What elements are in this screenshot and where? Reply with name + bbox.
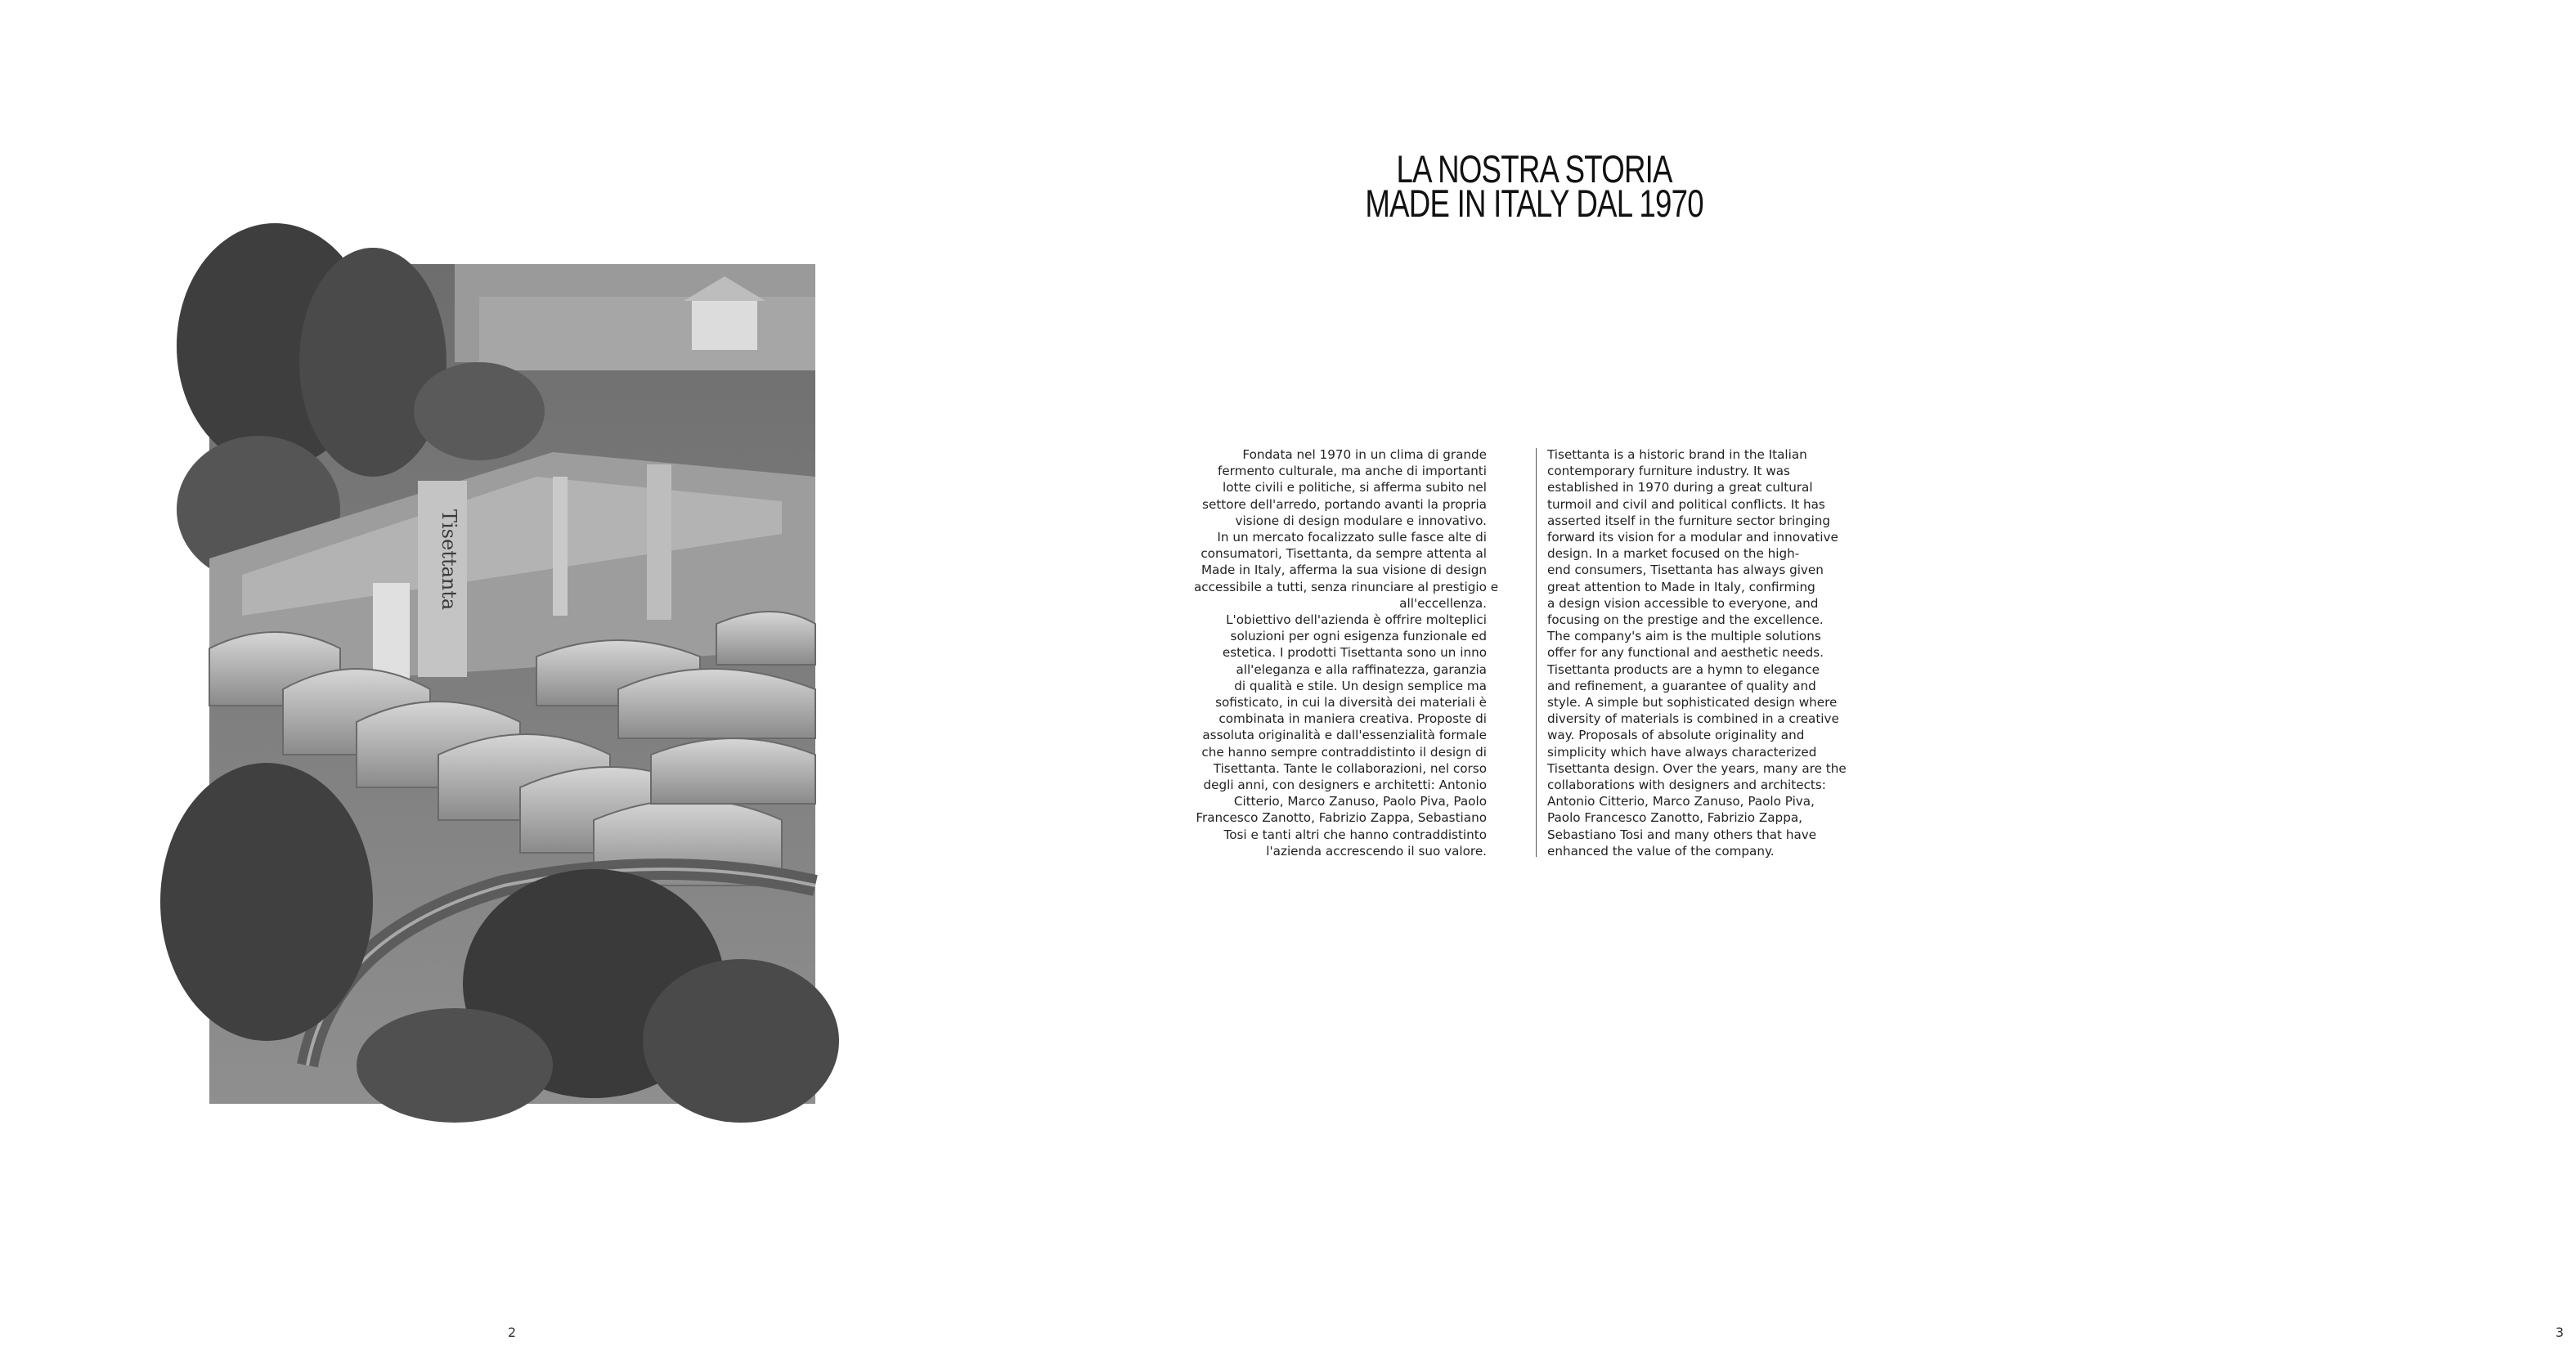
text-line: way. Proposals of absolute originality and (1547, 728, 1805, 743)
text-line: Paolo Francesco Zanotto, Fabrizio Zappa, (1547, 810, 1802, 826)
page-number-left: 2 (507, 1325, 517, 1340)
text-line: Tisettanta design. Over the years, many are the (1547, 760, 1847, 776)
text-line: lotte civili e politiche, si afferma subito nel (1223, 480, 1487, 495)
title-line-1: LA NOSTRA STORIA (1396, 147, 1672, 191)
text-line: che hanno sempre contraddistinto il design di (1201, 744, 1487, 760)
text-line: soluzioni per ogni esigenza funzionale ed (1230, 629, 1487, 644)
text-line: assoluta originalità e dall'essenzialità formale (1202, 728, 1487, 743)
text-line: all'eccellenza. (1399, 595, 1487, 611)
text-line: great attention to Made in Italy, confirming (1547, 579, 1815, 594)
text-line: focusing on the prestige and the excellence. (1547, 612, 1824, 628)
text-line: In un mercato focalizzato sulle fasce alte di (1217, 530, 1487, 545)
text-line: settore dell'arredo, portando avanti la propria (1202, 496, 1487, 512)
text-line: Antonio Citterio, Marco Zanuso, Paolo Piva, (1547, 794, 1815, 809)
text-line: forward its vision for a modular and innovative (1547, 530, 1838, 545)
text-line: visione di design modulare e innovativo. (1235, 513, 1487, 528)
text-line: estetica. I prodotti Tisettanta sono un inno (1222, 645, 1487, 661)
text-line: and refinement, a guarantee of quality and (1547, 678, 1816, 693)
text-line: Francesco Zanotto, Fabrizio Zappa, Sebastiano (1196, 810, 1487, 826)
text-line: Sebastiano Tosi and many others that have (1547, 827, 1817, 842)
title-line-2: MADE IN ITALY DAL 1970 (1365, 182, 1703, 225)
text-line: Fondata nel 1970 in un clima di grande (1242, 447, 1487, 462)
text-line: accessibile a tutti, senza rinunciare al prestigio e (1194, 579, 1499, 594)
text-line: l'azienda accrescendo il suo valore. (1266, 843, 1487, 859)
text-line: sofisticato, in cui la diversità dei materiali è (1215, 695, 1487, 711)
text-line: combinata in maniera creativa. Proposte di (1218, 711, 1487, 727)
text-line: all'eleganza e alla raffinatezza, garanzia (1236, 661, 1487, 677)
text-line: enhanced the value of the company. (1547, 843, 1775, 859)
text-line: simplicity which have always characterized (1547, 744, 1817, 760)
text-line: Tisettanta products are a hymn to elegance (1547, 661, 1820, 677)
text-line: offer for any functional and aesthetic needs. (1547, 645, 1824, 661)
text-line: design. In a market focused on the high- (1547, 546, 1800, 562)
right-page (1022, 0, 2565, 1363)
aerial-factory-photo-icon (209, 264, 815, 1104)
text-line: L'obiettivo dell'azienda è offrire molteplici (1226, 612, 1487, 628)
text-line: style. A simple but sophisticated design where (1547, 695, 1838, 711)
left-page (0, 0, 1022, 1363)
text-line: Citterio, Marco Zanuso, Paolo Piva, Paolo (1233, 794, 1487, 809)
text-line: asserted itself in the furniture sector bringing (1547, 513, 1830, 528)
text-line: end consumers, Tisettanta has always given (1547, 563, 1824, 578)
text-line: fermento culturale, ma anche di importanti (1217, 464, 1487, 479)
column-divider (1536, 448, 1537, 857)
text-line: Made in Italy, afferma la sua visione di design (1200, 563, 1487, 578)
page-title (1136, 147, 1933, 225)
page-number-right: 3 (2555, 1325, 2565, 1340)
text-line: di qualità e stile. Un design semplice ma (1234, 678, 1487, 693)
factory-aerial-photo (209, 264, 815, 1104)
text-line: Tosi e tanti altri che hanno contraddistinto (1223, 827, 1487, 842)
english-text-column (1547, 446, 1858, 859)
chimney-sign: Tisettanta (438, 509, 460, 611)
text-line: degli anni, con designers e architetti: Antonio (1203, 778, 1487, 793)
text-line: The company's aim is the multiple solutions (1547, 629, 1821, 644)
text-line: Tisettanta is a historic brand in the Italian (1547, 447, 1807, 462)
italian-text-column (1194, 446, 1499, 859)
text-line: established in 1970 during a great cultural (1547, 480, 1813, 495)
text-line: consumatori, Tisettanta, da sempre attenta al (1200, 546, 1487, 562)
text-line: turmoil and civil and political conflicts. It has (1547, 496, 1825, 512)
text-line: collaborations with designers and architects: (1547, 778, 1826, 793)
text-line: Tisettanta. Tante le collaborazioni, nel corso (1213, 760, 1487, 776)
text-line: contemporary furniture industry. It was (1547, 464, 1790, 479)
text-line: a design vision accessible to everyone, and (1547, 595, 1819, 611)
text-line: diversity of materials is combined in a creative (1547, 711, 1839, 727)
